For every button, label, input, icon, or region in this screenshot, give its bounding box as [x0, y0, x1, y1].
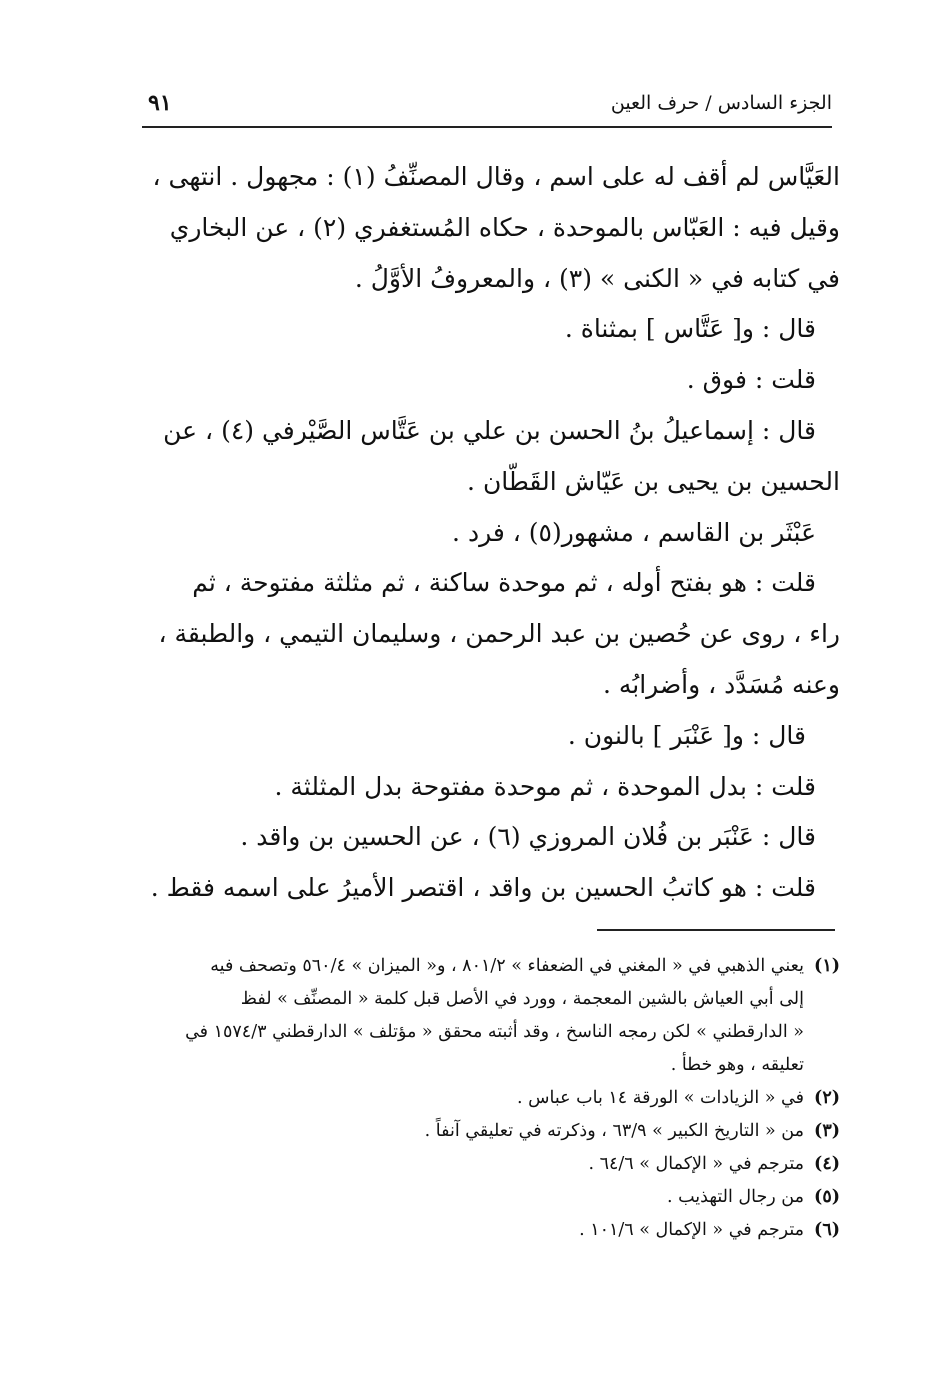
text-line: قال : و[ عَتَّاس ] بمثناة . — [564, 314, 816, 344]
running-title: الجزء السادس / حرف العين — [610, 92, 832, 114]
footnote-line: مترجم في « الإكمال » ٦٤/٦ . — [588, 1154, 804, 1174]
text-line: وقيل فيه : العَبّاس بالموحدة ، حكاه المُستغفري (٢) ، عن البخاري — [169, 212, 840, 242]
footnote-line: في « الزيادات » الورقة ١٤ باب عباس . — [517, 1088, 804, 1108]
footnote-number: (٣) — [814, 1121, 840, 1141]
footnote-line: تعليقه ، وهو خطأ . — [670, 1055, 804, 1075]
footnote-text — [140, 1148, 804, 1181]
footnote-item — [140, 1082, 840, 1115]
text-line: قلت : بدل الموحدة ، ثم موحدة مفتوحة بدل المثلثة . — [274, 771, 816, 801]
text-line: قال : إسماعيلُ بنُ الحسن بن علي بن عَتَّاس الصَّيْرفي (٤) ، عن — [163, 415, 816, 445]
text-line: قلت : هو بفتح أوله ، ثم موحدة ساكنة ، ثم مثلثة مفتوحة ، ثم — [192, 568, 816, 598]
footnote-text — [140, 950, 804, 1082]
footnote-number: (٢) — [814, 1088, 840, 1108]
text-line: قال : عَنْبَر بن فُلان المروزي (٦) ، عن الحسين بن واقد . — [240, 822, 816, 852]
footnote-text — [140, 1082, 804, 1115]
footnotes — [140, 950, 840, 1247]
footnote-item — [140, 1115, 840, 1148]
footnote-item — [140, 1214, 840, 1247]
text-line: قال : و[ عَنْبَر ] بالنون . — [567, 720, 806, 750]
footnote-line: مترجم في « الإكمال » ١٠١/٦ . — [579, 1220, 804, 1240]
text-line: في كتابه في « الكنى » (٣) ، والمعروفُ الأوَّلُ . — [354, 263, 840, 293]
footnote-separator — [597, 929, 835, 931]
footnote-number: (٥) — [814, 1187, 840, 1207]
text-line: الحسين بن يحيى بن عَيّاش القَطّان . — [467, 466, 840, 496]
footnote-item — [140, 1181, 840, 1214]
footnote-line: « الدارقطني » لكن رمجه الناسخ ، وقد أثبته محقق « مؤتلف » الدارقطني ١٥٧٤/٣ في — [185, 1022, 804, 1042]
footnote-line: يعني الذهبي في « المغني في الضعفاء » ٨٠١/٢ ، و« الميزان » ٥٦٠/٤ وتصحف فيه — [210, 956, 804, 976]
text-line: العَيَّاس لم أقف له على اسم ، وقال المصنِّفُ (١) : مجهول . انتهى ، — [152, 162, 840, 191]
footnote-item — [140, 1148, 840, 1181]
footnote-item — [140, 950, 840, 1082]
page-header — [142, 86, 832, 128]
page-number: ٩١ — [148, 90, 172, 116]
text-line: وعنه مُسَدَّد ، وأضرابُه . — [602, 669, 840, 699]
footnote-line: من « التاريخ الكبير » ٦٣/٩ ، وذكرته في تعليقي آنفاً . — [424, 1121, 804, 1141]
footnote-text — [140, 1181, 804, 1214]
footnote-line: من رجال التهذيب . — [666, 1187, 804, 1207]
footnote-line: إلى أبي العياش بالشين المعجمة ، وورد في الأصل قبل كلمة « المصنِّف » لفظ — [240, 989, 804, 1009]
footnote-text — [140, 1214, 804, 1247]
footnote-number: (٦) — [814, 1220, 840, 1240]
main-text — [150, 152, 840, 914]
footnote-text — [140, 1115, 804, 1148]
text-line: قلت : فوق . — [686, 365, 816, 395]
text-line: عَبْثَر بن القاسم ، مشهور(٥) ، فرد . — [452, 517, 816, 547]
footnote-number: (١) — [814, 956, 840, 976]
text-line: قلت : هو كاتبُ الحسين بن واقد ، اقتصر الأميرُ على اسمه فقط . — [150, 873, 816, 903]
footnote-number: (٤) — [814, 1154, 840, 1174]
text-line: راء ، روى عن حُصين بن عبد الرحمن ، وسليمان التيمي ، والطبقة ، — [158, 619, 840, 649]
